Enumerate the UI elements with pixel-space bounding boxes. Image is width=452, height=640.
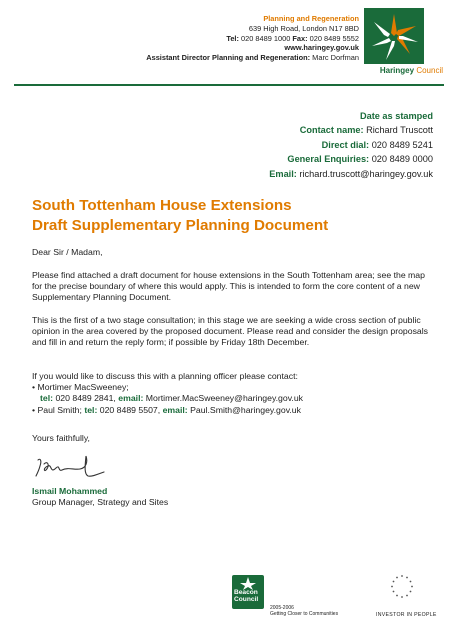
officer-1-email-label: email:	[118, 393, 144, 404]
officer-1-name: • Mortimer MacSweeney;	[32, 382, 129, 392]
phone-line	[146, 34, 359, 44]
officer-1-email[interactable]: Mortimer.MacSweeney@haringey.gov.uk	[145, 393, 304, 404]
officer-1-tel-label: tel:	[40, 393, 54, 404]
director-line	[146, 53, 359, 63]
letterhead-address	[146, 14, 359, 63]
officer-2-tel: 020 8489 5507,	[99, 405, 161, 415]
direct-dial-value: 020 8489 5241	[371, 139, 433, 150]
enquiries-label: General Enquiries:	[287, 154, 370, 165]
signer-name: Ismail Mohammed	[32, 486, 108, 496]
beacon-caption-text: Getting Closer to Communities	[270, 611, 339, 617]
closing: Yours faithfully,	[32, 433, 90, 443]
tel-value: 020 8489 1000	[241, 33, 291, 43]
officer-2-name: • Paul Smith;	[32, 405, 82, 415]
director-name: Marc Dorfman	[312, 53, 359, 63]
officer-2-tel-label: tel:	[84, 405, 98, 415]
fax-label: Fax:	[292, 33, 308, 43]
direct-dial-label: Direct dial:	[321, 139, 370, 150]
beacon-line-1: Beacon	[234, 589, 258, 596]
officer-2	[32, 405, 437, 416]
paragraph-1: Please find attached a draft document for house extensions in the South Tottenham area; see the map for the precise boundary of where this would apply. This is intended to form the core content of a new Supplementary Planning Document.	[32, 270, 425, 303]
contact-name-label: Contact name:	[299, 125, 364, 136]
signer-block	[32, 486, 168, 508]
paragraph-3: If you would like to discuss this with a planning officer please contact:	[32, 371, 298, 381]
logo-name: Haringey	[379, 66, 415, 75]
title-line-2: Draft Supplementary Planning Document	[32, 217, 329, 234]
investor-in-people-text: INVESTOR IN PEOPLE	[376, 612, 437, 618]
contact-block	[269, 109, 433, 181]
date-label: Date as stamped	[359, 111, 433, 121]
investor-in-people-icon	[389, 573, 415, 607]
director-label: Assistant Director Planning and Regeneration:	[146, 53, 311, 63]
contact-name-value: Richard Truscott	[366, 125, 433, 136]
document-title	[32, 196, 328, 236]
email-label: Email:	[269, 168, 297, 179]
officer-2-email[interactable]: Paul.Smith@haringey.gov.uk	[190, 405, 301, 415]
paragraph-2: This is the first of a two stage consultation; in this stage we are seeking a wide cross section of public opinion in the area covered by the proposed document. Please read and consider the design proposals and fill in and return the reply form; if possible by Friday 18th December.	[32, 315, 429, 348]
logo-suffix: Council	[416, 66, 443, 75]
officer-2-email-label: email:	[162, 405, 188, 415]
beacon-years: 2005-2006	[270, 605, 294, 611]
website-link[interactable]: www.haringey.gov.uk	[284, 43, 359, 53]
signer-role: Group Manager, Strategy and Sites	[32, 497, 169, 508]
header-divider	[14, 84, 444, 86]
beacon-text	[234, 589, 258, 603]
haringey-star-icon	[354, 8, 434, 64]
beacon-line-2: Council	[234, 596, 259, 603]
officer-1-tel: 020 8489 2841,	[55, 393, 116, 404]
tel-label: Tel:	[226, 33, 239, 43]
title-line-1: South Tottenham House Extensions	[32, 197, 292, 214]
beacon-caption	[270, 605, 338, 617]
officer-1	[32, 382, 437, 404]
enquiries-value: 020 8489 0000	[371, 154, 433, 165]
address-line: 639 High Road, London N17 8BD	[248, 23, 359, 33]
email-value[interactable]: richard.truscott@haringey.gov.uk	[299, 168, 433, 179]
fax-value: 020 8489 5552	[309, 33, 359, 43]
signature-image	[34, 452, 106, 482]
salutation: Dear Sir / Madam,	[32, 247, 103, 257]
council-logo-text	[380, 66, 443, 75]
department-name: Planning and Regeneration	[263, 14, 359, 23]
